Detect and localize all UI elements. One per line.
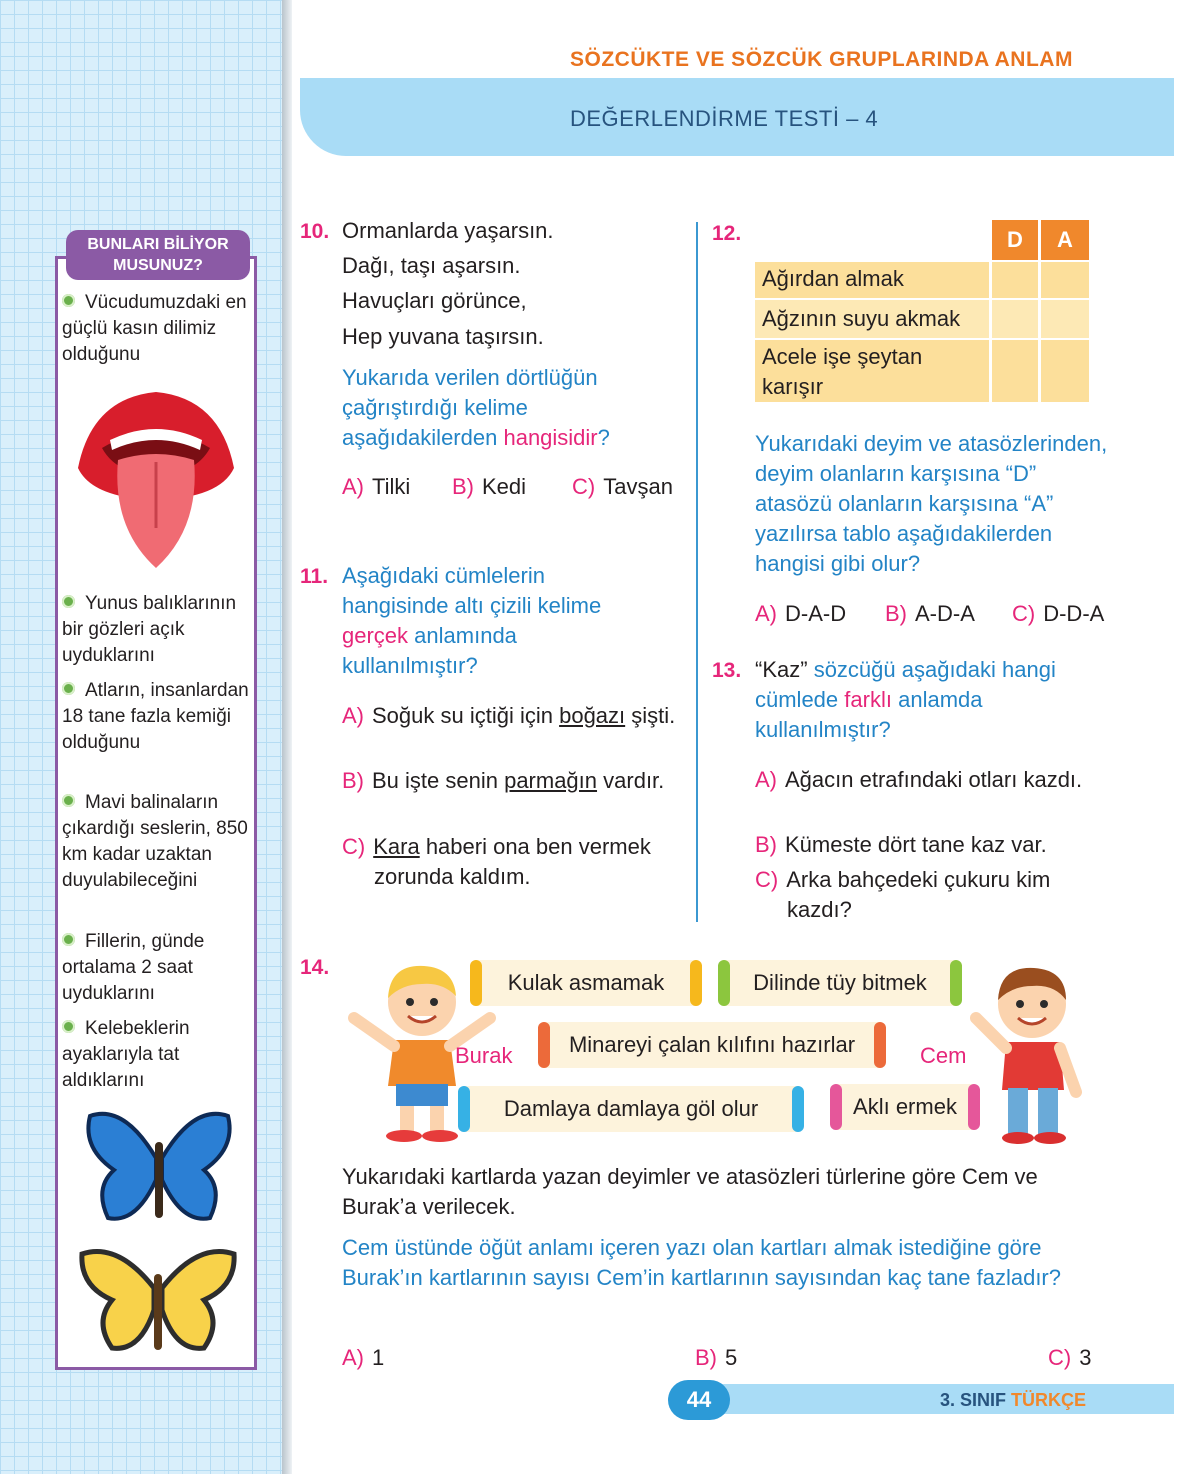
proverb-card[interactable]: Minareyi çalan kılıfını hazırlar [538, 1022, 886, 1068]
tongue-mouth-illustration [72, 378, 240, 574]
question-number: 12. [712, 222, 742, 245]
table-cell-d[interactable] [992, 262, 1038, 298]
poem-line: Ormanlarda yaşarsın. [342, 218, 554, 243]
footer-bar [700, 1384, 1174, 1414]
question-text: Yukarıdaki deyim ve atasözlerinden, deyim olanların karşısına “D” atasözü olanların karşısına “A” yazılırsa tablo aşağıdakilerden hangisi gibi olur? [755, 431, 1108, 576]
question-statement: Yukarıdaki kartlarda yazan deyimler ve atasözleri türlerine göre Cem ve Burak’a verilecek. [342, 1164, 1038, 1219]
page-spine [282, 0, 292, 1474]
table-cell-a[interactable] [1041, 262, 1089, 298]
table-cell-d[interactable] [992, 340, 1038, 402]
question-number: 13. [712, 659, 742, 682]
option-c[interactable]: C) 3 [1048, 1345, 1092, 1370]
table-header-d: D [992, 220, 1038, 260]
option-c[interactable]: C) Tavşan [572, 474, 673, 499]
idiom-card[interactable]: Aklı ermek [830, 1084, 980, 1130]
question-text: “Kaz” sözcüğü aşağıdaki hangi cümlede farklı anlamda kullanılmıştır? [755, 657, 1056, 742]
table-row-label: Ağırdan almak [762, 266, 904, 291]
table-cell-a[interactable] [1041, 340, 1089, 402]
table-row-label: Ağzının suyu akmak [762, 306, 961, 331]
fact-item: Yunus balıklarının bir gözleri açık uyduklarını [62, 593, 237, 666]
bullet-icon [62, 933, 75, 946]
question-number: 11. [300, 565, 329, 588]
idiom-card[interactable]: Kulak asmamak [470, 960, 702, 1006]
question-text: Aşağıdaki cümlelerin hangisinde altı çizili kelime gerçek anlamında kullanılmıştır? [342, 563, 602, 678]
option-a[interactable]: A) D-A-D [755, 601, 847, 626]
option-b[interactable]: B) Bu işte senin parmağın vardır. [342, 768, 665, 793]
column-divider [696, 222, 698, 922]
bullet-icon [62, 294, 75, 307]
boy-cem-illustration [968, 962, 1088, 1148]
name-label-cem: Cem [920, 1043, 967, 1068]
blue-butterfly-illustration [84, 1108, 234, 1232]
idiom-card[interactable]: Dilinde tüy bitmek [718, 960, 962, 1006]
poem-line: Hep yuvana taşırsın. [342, 324, 544, 349]
proverb-card[interactable]: Damlaya damlaya göl olur [458, 1086, 804, 1132]
option-c[interactable]: C) Kara haberi ona ben vermek zorunda kaldım. [342, 834, 651, 889]
option-a[interactable]: A) Soğuk su içtiği için boğazı şişti. [342, 703, 676, 728]
option-b[interactable]: B) 5 [695, 1345, 738, 1370]
footer-book-label: 3. SINIF TÜRKÇE [940, 1390, 1087, 1410]
option-a[interactable]: A) Ağacın etrafındaki otları kazdı. [755, 767, 1083, 792]
table-header-a: A [1041, 220, 1089, 260]
test-title: DEĞERLENDİRME TESTİ – 4 [570, 106, 879, 131]
table-row-label: Acele işe şeytan karışır [762, 344, 923, 399]
table-cell-d[interactable] [992, 300, 1038, 338]
question-text: Cem üstünde öğüt anlamı içeren yazı olan kartları almak istediğine göre Burak’ın kartlarının sayısı Cem’in kartlarının sayısından kaç tane fazladır? [342, 1235, 1061, 1290]
question-number: 14. [300, 956, 330, 979]
yellow-butterfly-illustration [78, 1244, 238, 1358]
bullet-icon [62, 682, 75, 695]
option-b[interactable]: B) Kümeste dört tane kaz var. [755, 832, 1047, 857]
fact-item: Kelebeklerin ayaklarıyla tat aldıklarını [62, 1018, 190, 1091]
option-b[interactable]: B) A-D-A [885, 601, 975, 626]
fact-item: Vücudumuzdaki en güçlü kasın dilimiz olduğunu [62, 292, 247, 365]
option-c[interactable]: C) D-D-A [1012, 601, 1105, 626]
bullet-icon [62, 1020, 75, 1033]
option-a[interactable]: A) 1 [342, 1345, 385, 1370]
name-label-burak: Burak [455, 1043, 513, 1068]
fact-item: Fillerin, günde ortalama 2 saat uyduklarını [62, 931, 205, 1004]
bullet-icon [62, 794, 75, 807]
question-text: Yukarıda verilen dörtlüğün çağrıştırdığı kelime aşağıdakilerden hangisidir? [342, 365, 610, 450]
poem-line: Dağı, taşı aşarsın. [342, 253, 521, 278]
fact-item: Atların, insanlardan 18 tane fazla kemiği olduğunu [62, 680, 249, 753]
fact-item: Mavi balinaların çıkardığı seslerin, 850 km kadar uzaktan duyulabileceğini [62, 792, 248, 891]
bullet-icon [62, 595, 75, 608]
section-title: SÖZCÜKTE VE SÖZCÜK GRUPLARINDA ANLAM [570, 48, 1073, 71]
page-number: 44 [668, 1380, 730, 1420]
question-number: 10. [300, 220, 330, 243]
did-you-know-tag: BUNLARI BİLİYOR MUSUNUZ? [66, 230, 250, 280]
option-c[interactable]: C) Arka bahçedeki çukuru kim kazdı? [755, 867, 1051, 922]
table-cell-a[interactable] [1041, 300, 1089, 338]
option-b[interactable]: B) Kedi [452, 474, 527, 499]
option-a[interactable]: A) Tilki [342, 474, 411, 499]
poem-line: Havuçları görünce, [342, 288, 527, 313]
